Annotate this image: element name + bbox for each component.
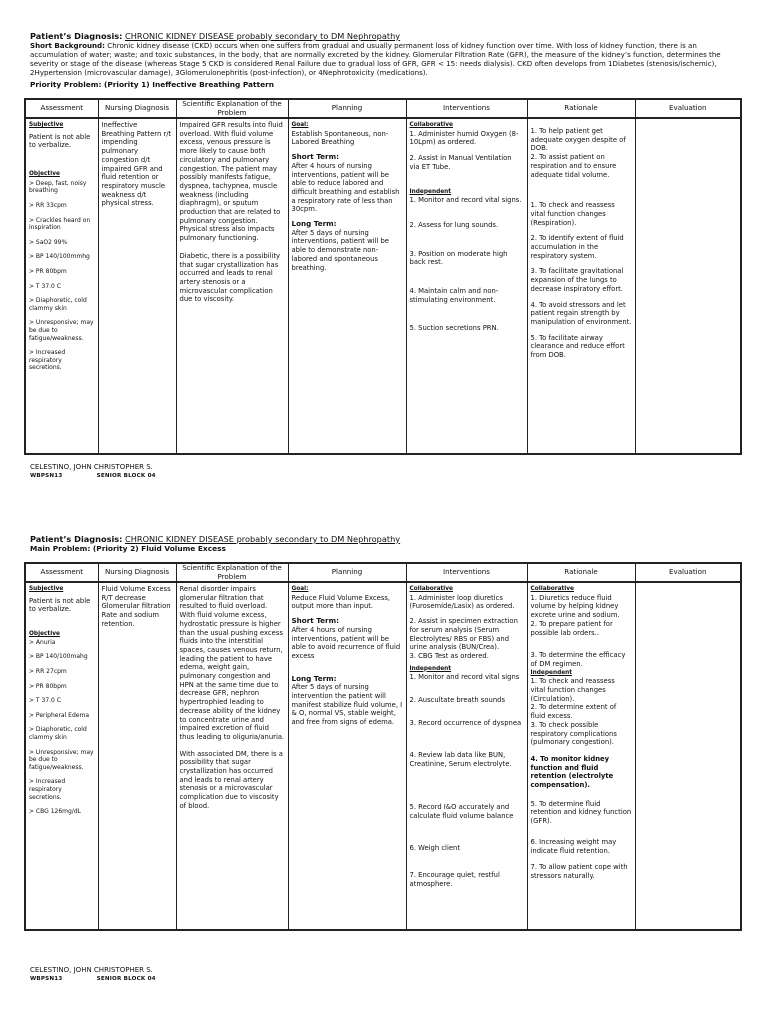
intervention-item: 3. CBG Test as ordered. (409, 651, 489, 660)
evaluation-cell (635, 582, 741, 930)
rationale-item: 6. Increasing weight may indicate fluid retention. (530, 837, 617, 855)
long-term-label: Long Term: (291, 219, 337, 229)
goal-text: Reduce Fluid Volume Excess, output more than input. (291, 593, 391, 611)
explanation-cell (176, 582, 288, 930)
page1-header (30, 31, 740, 90)
header-scientific-explanation: Scientific Explanation of the Problem (176, 99, 288, 118)
rationale-item: 4. To monitor kidney function and fluid retention (electrolyte compensation). (530, 754, 614, 790)
rationale-item: 3. To determine the efficacy of DM regimen. (530, 651, 626, 668)
intervention-item: 1. Monitor and record vital signs. (409, 196, 522, 205)
header-scientific-explanation: Scientific Explanation of the Problem (176, 563, 288, 582)
intervention-item: 2. Auscultate breath sounds (409, 696, 506, 705)
priority-problem-title: Priority Problem: (Priority 1) Ineffective Breathing Pattern (30, 80, 275, 89)
objective-item: > Diaphoretic, cold clammy skin (29, 297, 87, 312)
explanation-paragraph: Diabetic, there is a possibility that sugar crystallization has occurred and leads to renal artery stenosis or a microvascular complication due to viscosity. (179, 251, 281, 304)
objective-item: > PR 80bpm (29, 682, 67, 690)
objective-item: > Peripheral Edema (29, 711, 89, 719)
independent-label: Independent (409, 665, 452, 672)
rationale-item: 3. To check possible respiratory complications (pulmonary congestion). (530, 720, 617, 747)
header-assessment: Assessment (25, 563, 98, 582)
nursing-diagnosis-cell: Fluid Volume Excess R/T decrease Glomerular filtration Rate and sodium retention. (98, 582, 176, 930)
rationale-item: 1. To help patient get adequate oxygen despite of DOB. (530, 127, 626, 153)
rationale-item: 2. To identify extent of fluid accumulation in the respiratory system. (530, 234, 624, 260)
planning-cell (288, 582, 406, 930)
intervention-item: 2. Assess for lung sounds. (409, 220, 499, 229)
background-text: Chronic kidney disease (CKD) occurs when one suffers from gradual and usually permanent loss of kidney function over time. With loss of kidney function, there is an accumulation of water; waste; and toxic substances, in the body, that are normally excreted by the kidney. Glomerular Filtration Rate (GFR), the measure of the kidney’s function, determines the severity or stage of the disease (whereas Stage 5 CKD is considered Renal Failure due to gradual loss of GFR, GFR < 15: needs dialysis). CKD often develops from 1Diabetes (stenosis/ischemic), 2Hypertension (microvascular damage), 3Glomerulonephritis (post-infection), or 4Nephrotoxicity (medications). (30, 41, 721, 77)
objective-item: > Diaphoretic, cold clammy skin (29, 726, 87, 741)
objective-label: Objective (29, 631, 60, 638)
assessment-cell (25, 118, 98, 454)
intervention-item: 3. Record occurrence of dyspnea (409, 718, 522, 727)
student-section-line (30, 975, 188, 984)
objective-label: Objective (29, 171, 60, 178)
header-planning: Planning (288, 99, 406, 118)
student-footer (30, 966, 188, 984)
intervention-item: 2. Assist in Manual Ventilation via ET Tube. (409, 154, 512, 171)
intervention-item: 1. Administer loop diuretics (Furosemide/Lasix) as ordered. (409, 593, 515, 611)
objective-item: > SaO2 99% (29, 238, 68, 246)
student-footer (30, 463, 188, 481)
student-block: SENIOR BLOCK 04 (96, 473, 156, 479)
explanation-paragraph: Impaired GFR results into fluid overload. With fluid volume excess, venous pressure is more likely to cause both circulatory and pulmonary congestion. The patient may possibly manifests fatigue, dyspnea, tachypnea, muscle weakness (including diaphragm), or sputum production that are related to pulmonary congestion. Physical stress also impacts pulmonary functioning. (179, 121, 283, 243)
nursing-diagnosis-cell: Ineffective Breathing Pattern r/t impending pulmonary congestion d/t impaired GFR and fluid retention or respiratory muscle weakness d/t physical stress. (98, 118, 176, 454)
objective-item: > Increased respiratory secretions. (29, 778, 66, 801)
objective-item: > T 37.0 C (29, 282, 61, 290)
header-evaluation: Evaluation (635, 563, 741, 582)
diagnosis-line (30, 31, 740, 41)
care-plan-table-2 (24, 562, 742, 931)
subjective-label: Subjective (29, 122, 64, 128)
diagnosis-label: Patient’s Diagnosis: (30, 534, 123, 544)
collaborative-label: Collaborative (409, 122, 453, 128)
rationale-item: 1. Diuretics reduce fluid volume by helping kidney excrete urine and sodium. (530, 593, 620, 620)
subjective-text: Patient is not able to verbalize. (29, 132, 91, 150)
long-term-text: After 5 days of nursing interventions, patient will be able to demonstrate non-labored and spontaneous breathing. (291, 228, 389, 272)
objective-item: > Unresponsive; may be due to fatigue/weakness. (29, 748, 94, 771)
subjective-label: Subjective (29, 586, 64, 592)
rationale-item: 2. To determine extent of fluid excess. (530, 703, 617, 721)
objective-item: > Crackles heard on inspiration (29, 216, 91, 232)
student-section: WBPSN13 (30, 976, 63, 982)
header-interventions: Interventions (406, 563, 527, 582)
rationale-item: 7. To allow patient cope with stressors naturally. (530, 863, 628, 880)
intervention-item: 3. Position on moderate high back rest. (409, 249, 508, 267)
header-nursing-diagnosis: Nursing Diagnosis (98, 563, 176, 582)
collaborative-label: Collaborative (409, 586, 453, 592)
short-term-label: Short Term: (291, 152, 339, 162)
diagnosis-label: Patient’s Diagnosis: (30, 31, 123, 41)
subjective-text: Patient is not able to verbalize. (29, 596, 91, 614)
independent-label: Independent (409, 188, 452, 195)
collaborative-label: Collaborative (530, 586, 574, 592)
main-problem-title: Main Problem: (Priority 2) Fluid Volume Excess (30, 544, 226, 553)
planning-cell (288, 118, 406, 454)
objective-item: > Anuria (29, 638, 56, 646)
explanation-paragraph: Renal disorder impairs glomerular filtration that resulted to fluid overload. With fluid volume excess, hydrostatic pressure is higher than the usual pushing excess fluids into the interstitial spaces, causes venous return, leading the patient to have edema, weight gain, pulmonary congestion and HPN at the same time due to decrease GFR, nephron hypertrophied leading to decrease ability of the kidney to concentrate urine and impaired excretion of fluid thus leading to oliguria/anuria. (179, 585, 285, 741)
background-paragraph (30, 41, 740, 77)
intervention-item: 2. Assist in specimen extraction for serum analysis (Serum Electrolytes/ RBS or FBS) and urine analysis (BUN/Crea). (409, 617, 518, 652)
explanation-cell (176, 118, 288, 454)
rationale-item: 5. To facilitate airway clearance and reduce effort from DOB. (530, 333, 625, 360)
objective-item: > Increased respiratory secretions. (29, 349, 66, 372)
rationale-item: 3. To facilitate gravitational expansion of the lungs to decrease inspiratory effort. (530, 267, 624, 293)
intervention-item: 4. Review lab data like BUN, Creatinine, Serum electrolyte. (409, 751, 512, 769)
evaluation-cell (635, 118, 741, 454)
intervention-item: 4. Maintain calm and non-stimulating environment. (409, 287, 499, 304)
explanation-paragraph: With associated DM, there is a possibility that sugar crystallization has occurred and leads to renal artery stenosis or a microvascular complication due to viscosity of blood. (179, 749, 283, 810)
goal-label: Goal: (291, 122, 309, 128)
page2-header (30, 534, 740, 554)
short-term-text: After 4 hours of nursing interventions, patient will be able to reduce labored and difficult breathing and establish a respiratory rate of less than 30cpm. (291, 161, 400, 214)
header-interventions: Interventions (406, 99, 527, 118)
intervention-item: 6. Weigh client (409, 844, 460, 853)
objective-item: > RR 33cpm (29, 202, 67, 209)
objective-item: > Deep, fast, noisy breathing (29, 179, 87, 195)
independent-label: Independent (530, 669, 573, 676)
student-name: CELESTINO, JOHN CHRISTOPHER S. (30, 463, 153, 471)
rationale-item: 1. To check and reassess vital function changes (Respiration). (530, 201, 615, 227)
rationale-item: 2. To prepare patient for possible lab orders.. (530, 619, 613, 637)
goal-text: Establish Spontaneous, non-Labored Breathing (291, 129, 389, 147)
header-evaluation: Evaluation (635, 99, 741, 118)
header-planning: Planning (288, 563, 406, 582)
diagnosis-line (30, 534, 740, 544)
rationale-item: 5. To determine fluid retention and kidney function (GFR). (530, 799, 632, 826)
student-name: CELESTINO, JOHN CHRISTOPHER S. (30, 966, 153, 974)
assessment-cell (25, 582, 98, 930)
objective-item: > BP 140/100mmhg (29, 253, 90, 261)
care-plan-table-1 (24, 98, 742, 455)
objective-item: > CBG 126mg/dL (29, 808, 81, 816)
interventions-cell (406, 118, 527, 454)
long-term-text: After 5 days of nursing intervention the patient will manifest stabilize fluid volume, I & O, normal VS, stable weight, and free from signs of edema. (291, 683, 403, 727)
objective-item: > RR 27cpm (29, 668, 67, 675)
long-term-label: Long Term: (291, 673, 337, 683)
student-section-line (30, 472, 188, 481)
objective-item: > PR 80bpm (29, 267, 67, 275)
goal-label: Goal: (291, 586, 309, 592)
header-rationale: Rationale (527, 99, 635, 118)
header-assessment: Assessment (25, 99, 98, 118)
short-term-text: After 4 hours of nursing interventions, patient will be able to avoid recurrence of fluid excess (291, 625, 401, 660)
background-label: Short Background: (30, 41, 105, 50)
rationale-item: 4. To avoid stressors and let patient regain strength by manipulation of environment. (530, 300, 632, 326)
intervention-item: 1. Administer humid Oxygen (8-10Lpm) as ordered. (409, 129, 519, 147)
intervention-item: 5. Suction secretions PRN. (409, 324, 499, 333)
diagnosis-value: CHRONIC KIDNEY DISEASE probably secondary to DM Nephropathy (125, 534, 401, 544)
rationale-item: 1. To check and reassess vital function changes (Circulation). (530, 677, 615, 703)
header-nursing-diagnosis: Nursing Diagnosis (98, 99, 176, 118)
intervention-item: 5. Record I&O accurately and calculate fluid volume balance (409, 802, 514, 820)
rationale-cell (527, 118, 635, 454)
student-block: SENIOR BLOCK 04 (96, 976, 156, 982)
rationale-item: 2. To assist patient on respiration and to ensure adequate tidal volume. (530, 153, 617, 179)
objective-item: > Unresponsive; may be due to fatigue/weakness. (29, 319, 94, 342)
header-rationale: Rationale (527, 563, 635, 582)
student-section: WBPSN13 (30, 473, 63, 479)
diagnosis-value: CHRONIC KIDNEY DISEASE probably secondary to DM Nephropathy (125, 31, 401, 41)
intervention-item: 1. Monitor and record vital signs (409, 673, 520, 682)
rationale-cell (527, 582, 635, 930)
objective-item: > BP 140/100mahg (29, 653, 88, 661)
intervention-item: 7. Encourage quiet, restful atmosphere. (409, 870, 500, 888)
interventions-cell (406, 582, 527, 930)
objective-item: > T 37.0 C (29, 697, 61, 705)
short-term-label: Short Term: (291, 616, 339, 626)
